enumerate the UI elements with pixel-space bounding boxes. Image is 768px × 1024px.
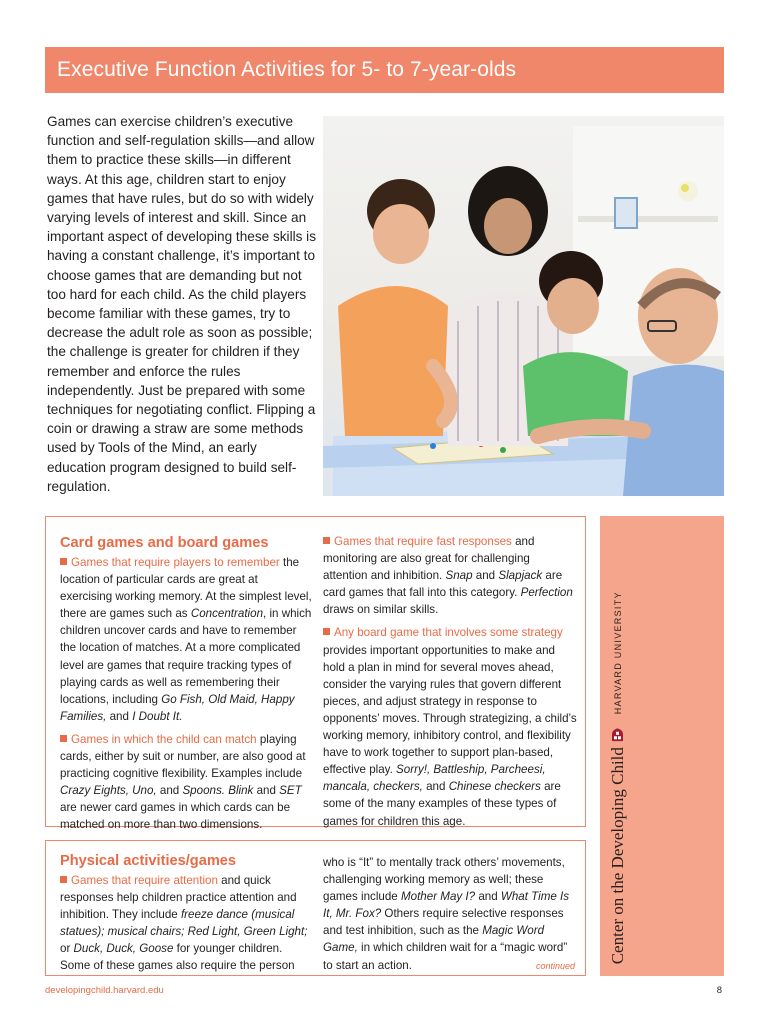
paragraph-strategy: Any board game that involves some strategy provides important opportunities to make and hold a plan in mind for several moves ahead, consider the varying rules that govern different pieces, and adjust strategy in response to opponents’ moves. Through strategizing, a child’s working memory, inhibitory control, and flexibility have to work together to support plan-based, effective play. Sorry!, Battleship, Parcheesi, mancala, checkers, and Chinese checkers are some of the many examples of these types of games for children this age.	[323, 626, 577, 828]
page-title: Executive Function Activities for 5- to 7-year-olds	[57, 58, 517, 81]
intro-paragraph: Games can exercise children’s executive function and self-regulation skills—and allow them to practice these skills—in different ways. At this age, children start to enjoy games that have rules, but do so with widely varying levels of interest and skill. Since an important aspect of developing these skills is having a constant challenge, it’s important to choose games that are demanding but not too hard for each child. As the child players become familiar with these games, try to decrease the adult role as soon as possible; the challenge is greater for children if they remember and enforce the rules independently. Just be prepared with some techniques for negotiating conflict. Flipping a coin or drawing a straw are some methods used by Tools of the Mind, an early education program designed to build self-regulation.	[47, 114, 316, 494]
page-banner	[45, 47, 724, 93]
physical-column-left	[60, 851, 312, 973]
page-number: 8	[716, 985, 722, 996]
harvard-shield-icon	[613, 728, 624, 741]
paragraph-remember: Games that require players to remember the location of particular cards are great at exercising working memory. At the simplest level, there are games such as Concentration, in which children uncover cards and have to remember the location of matches. At a more complicated level are games that require tracking types of playing cards as well as remembering their locations, including Go Fish, Old Maid, Happy Families, and I Doubt It.	[60, 556, 312, 723]
paragraph-match: Games in which the child can match playing cards, either by suit or number, are also good at practicing cognitive flexibility. Examples include Crazy Eights, Uno, and Spoons. Blink and SET are newer card games in which cards can be matched on more than two dimensions.	[60, 732, 306, 832]
paragraph-attention-cont: who is “It” to mentally track others’ movements, challenging working memory as well; these games include Mother May I? and What Time Is It, Mr. Fox? Others require selective responses and test inhibition, such as the Magic Word Game, in which children wait for a “magic word” to start an action.	[323, 856, 570, 972]
bullet-square-icon	[323, 537, 330, 544]
bullet-square-icon	[60, 876, 67, 883]
brand-lockup	[608, 591, 628, 964]
brand-name: Center on the Developing Child	[608, 746, 627, 964]
university-name: HARVARD UNIVERSITY	[613, 590, 623, 714]
paragraph-fast-responses: Games that require fast responses and monitoring are also great for challenging attention and inhibition. Snap and Slapjack are card games that fall into this category. Perfection draws on similar skills.	[323, 535, 573, 617]
continued-label: continued	[535, 961, 575, 971]
footer-url[interactable]: developingchild.harvard.edu	[45, 985, 164, 996]
bullet-square-icon	[323, 628, 330, 635]
bullet-square-icon	[60, 735, 67, 742]
section-heading: Physical activities/games	[60, 853, 237, 869]
card-games-column-right	[323, 533, 577, 836]
section-heading: Card games and board games	[60, 535, 269, 551]
bullet-square-icon	[60, 558, 67, 565]
card-games-column-left	[60, 533, 312, 840]
paragraph-attention: Games that require attention and quick responses help children practice attention and inhibition. They include freeze dance (musical statues); musical chairs; Red Light, Green Light; or Duck, Duck, Goose for younger children. Some of these games also require the person	[60, 874, 308, 973]
card-board-games-box	[45, 516, 586, 832]
family-board-game-photo	[323, 116, 724, 496]
brand-sidebar	[600, 516, 724, 976]
physical-activities-box	[45, 840, 586, 976]
